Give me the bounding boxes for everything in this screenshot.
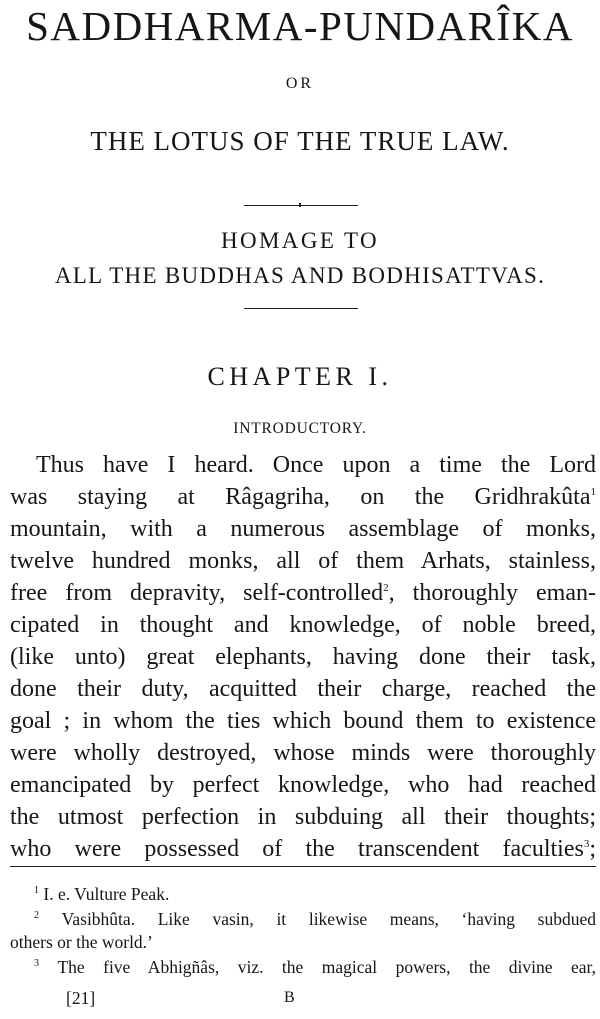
body-line: goal ; in whom the ties which bound them to existence	[10, 708, 596, 734]
footnote-text: I. e. Vulture Peak.	[43, 884, 170, 904]
rule-ornament	[299, 203, 301, 207]
footnote-text: The five Abhigñâs, viz. the magical powers, the divine ear,	[57, 957, 597, 977]
footnote-mark: 3	[583, 838, 590, 850]
footnote-number: 3	[34, 958, 39, 969]
body-line: Thus have I heard. Once upon a time the Lord	[36, 452, 596, 478]
body-line: twelve hundred monks, all of them Arhats, stainless,	[10, 548, 596, 574]
footnote-text: Vasibhûta. Like vasin, it likewise means, ‘having subdued	[61, 909, 597, 929]
footnote-mark: 2	[383, 582, 389, 594]
chapter-subtitle: INTRODUCTORY.	[233, 420, 367, 437]
body-line: the utmost perfection in subduing all their thoughts;	[10, 804, 596, 830]
body-line: cipated in thought and knowledge, of noble breed,	[10, 612, 596, 638]
body-line	[10, 833, 596, 865]
body-line: (like unto) great elephants, having done their task,	[10, 644, 596, 670]
page-number: [21]	[66, 988, 96, 1008]
footnote-2	[34, 907, 596, 931]
footnote-mark: 1	[590, 486, 596, 498]
book-title: SADDHARMA-PUNDARÎKA	[26, 3, 574, 49]
body-line-text: , thoroughly eman-	[388, 580, 596, 606]
homage-line-1: HOMAGE TO	[220, 228, 380, 253]
footnote-number: 2	[34, 910, 39, 921]
body-line	[10, 577, 596, 609]
body-line: emancipated by perfect knowledge, who had reached	[10, 772, 596, 798]
ornamental-rule-bottom	[244, 308, 358, 309]
body-line-text: was staying at Râgagriha, on the Gridhrakûta	[10, 484, 591, 510]
body-line: done their duty, acquitted their charge, reached the	[10, 676, 596, 702]
footnote-2-continued: others or the world.’	[10, 932, 153, 952]
footnote-1	[34, 882, 169, 906]
body-line	[10, 481, 596, 513]
footnote-3	[34, 955, 596, 979]
chapter-title: CHAPTER I.	[207, 362, 393, 391]
title-conjunction: OR	[285, 75, 315, 92]
ornamental-rule-top	[244, 205, 358, 206]
book-subtitle: THE LOTUS OF THE TRUE LAW.	[90, 126, 510, 156]
footnote-number: 1	[34, 885, 39, 896]
homage-line-2: ALL THE BUDDHAS AND BODHISATTVAS.	[54, 263, 546, 288]
body-line-text: ;	[589, 836, 596, 862]
body-line-text: who were possessed of the transcendent faculties	[10, 836, 584, 862]
footnote-rule	[10, 866, 596, 867]
signature-mark: B	[284, 989, 295, 1006]
body-line: mountain, with a numerous assemblage of monks,	[10, 516, 596, 542]
body-line-text: free from depravity, self-controlled	[10, 580, 384, 606]
body-line: were wholly destroyed, whose minds were thoroughly	[10, 740, 596, 766]
